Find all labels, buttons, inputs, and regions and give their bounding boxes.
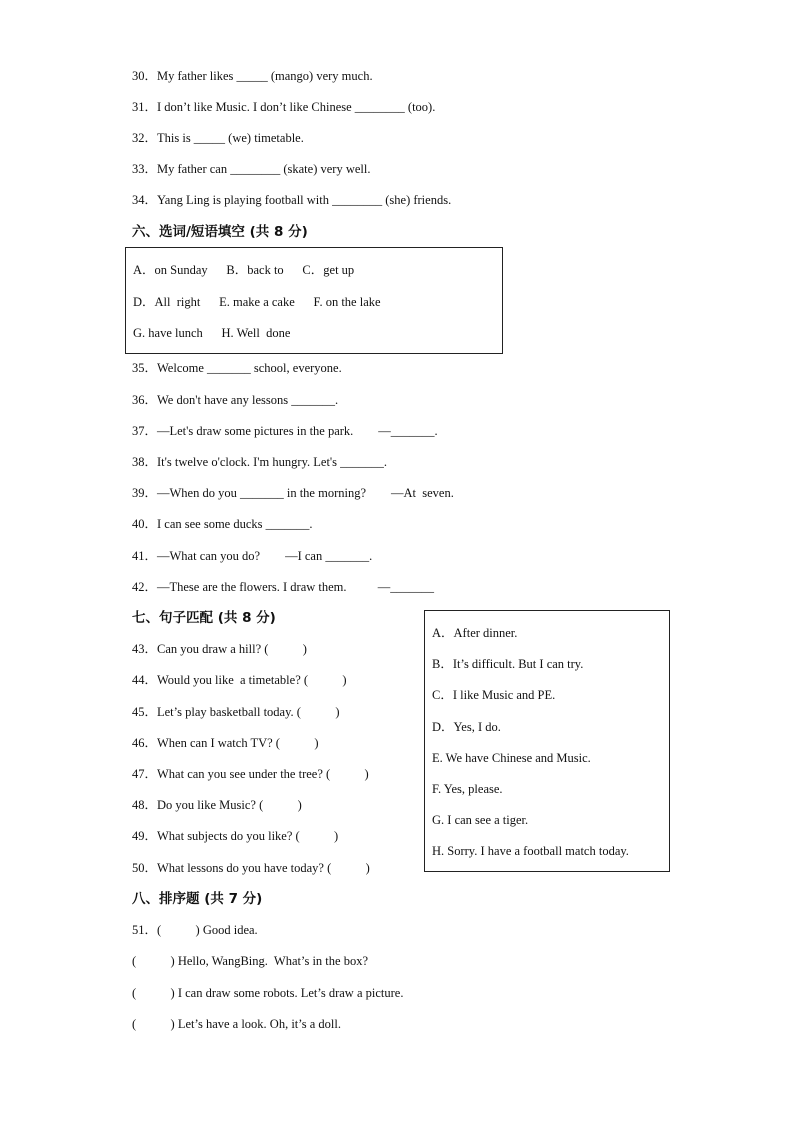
question-38: 38．It's twelve o'clock. I'm hungry. Let's _______. bbox=[132, 455, 388, 469]
question-50: 50．What lessons do you have today? ( ) bbox=[132, 861, 370, 875]
word-bank-box bbox=[125, 247, 503, 354]
sequence-line-2: ( ) Hello, WangBing. What’s in the box? bbox=[132, 954, 368, 968]
question-40: 40．I can see some ducks _______. bbox=[132, 517, 313, 531]
section-6-heading: 六、选词/短语填空 (共 8 分) bbox=[132, 224, 308, 240]
option-a: A．After dinner. bbox=[432, 626, 518, 640]
word-bank-row-2: D．All right E. make a cake F. on the lake bbox=[133, 295, 381, 309]
option-c: C．I like Music and PE. bbox=[432, 688, 556, 702]
question-35: 35．Welcome _______ school, everyone. bbox=[132, 361, 342, 375]
question-34: 34．Yang Ling is playing football with ________ (she) friends. bbox=[132, 193, 452, 207]
question-48: 48．Do you like Music? ( ) bbox=[132, 798, 302, 812]
question-41: 41．—What can you do? —I can _______. bbox=[132, 549, 373, 563]
question-30: 30．My father likes _____ (mango) very much. bbox=[132, 69, 373, 83]
question-43: 43．Can you draw a hill? ( ) bbox=[132, 642, 307, 656]
question-42: 42．—These are the flowers. I draw them. —_______ bbox=[132, 580, 435, 594]
section-7-heading: 七、句子匹配 (共 8 分) bbox=[132, 610, 276, 626]
word-bank-row-3: G. have lunch H. Well done bbox=[133, 326, 291, 340]
question-49: 49．What subjects do you like? ( ) bbox=[132, 829, 339, 843]
option-e: E. We have Chinese and Music. bbox=[432, 751, 591, 765]
section-8-heading: 八、排序题 (共 7 分) bbox=[132, 891, 263, 907]
question-39: 39．—When do you _______ in the morning? —At seven. bbox=[132, 486, 454, 500]
option-b: B．It’s difficult. But I can try. bbox=[432, 657, 584, 671]
sequence-line-3: ( ) I can draw some robots. Let’s draw a picture. bbox=[132, 986, 404, 1000]
option-f: F. Yes, please. bbox=[432, 782, 503, 796]
question-51: 51．( ) Good idea. bbox=[132, 923, 258, 937]
option-g: G. I can see a tiger. bbox=[432, 813, 529, 827]
option-h: H. Sorry. I have a football match today. bbox=[432, 844, 629, 858]
question-31: 31．I don’t like Music. I don’t like Chinese ________ (too). bbox=[132, 100, 436, 114]
sequence-line-4: ( ) Let’s have a look. Oh, it’s a doll. bbox=[132, 1017, 341, 1031]
question-32: 32．This is _____ (we) timetable. bbox=[132, 131, 304, 145]
word-bank-row-1: A．on Sunday B．back to C．get up bbox=[133, 263, 355, 277]
option-d: D．Yes, I do. bbox=[432, 720, 501, 734]
question-36: 36．We don't have any lessons _______. bbox=[132, 393, 339, 407]
question-47: 47．What can you see under the tree? ( ) bbox=[132, 767, 369, 781]
question-33: 33．My father can ________ (skate) very well. bbox=[132, 162, 371, 176]
answer-options-box bbox=[424, 610, 670, 872]
question-37: 37．—Let's draw some pictures in the park. —_______. bbox=[132, 424, 438, 438]
question-45: 45．Let’s play basketball today. ( ) bbox=[132, 705, 340, 719]
question-46: 46．When can I watch TV? ( ) bbox=[132, 736, 319, 750]
question-44: 44．Would you like a timetable? ( ) bbox=[132, 673, 347, 687]
